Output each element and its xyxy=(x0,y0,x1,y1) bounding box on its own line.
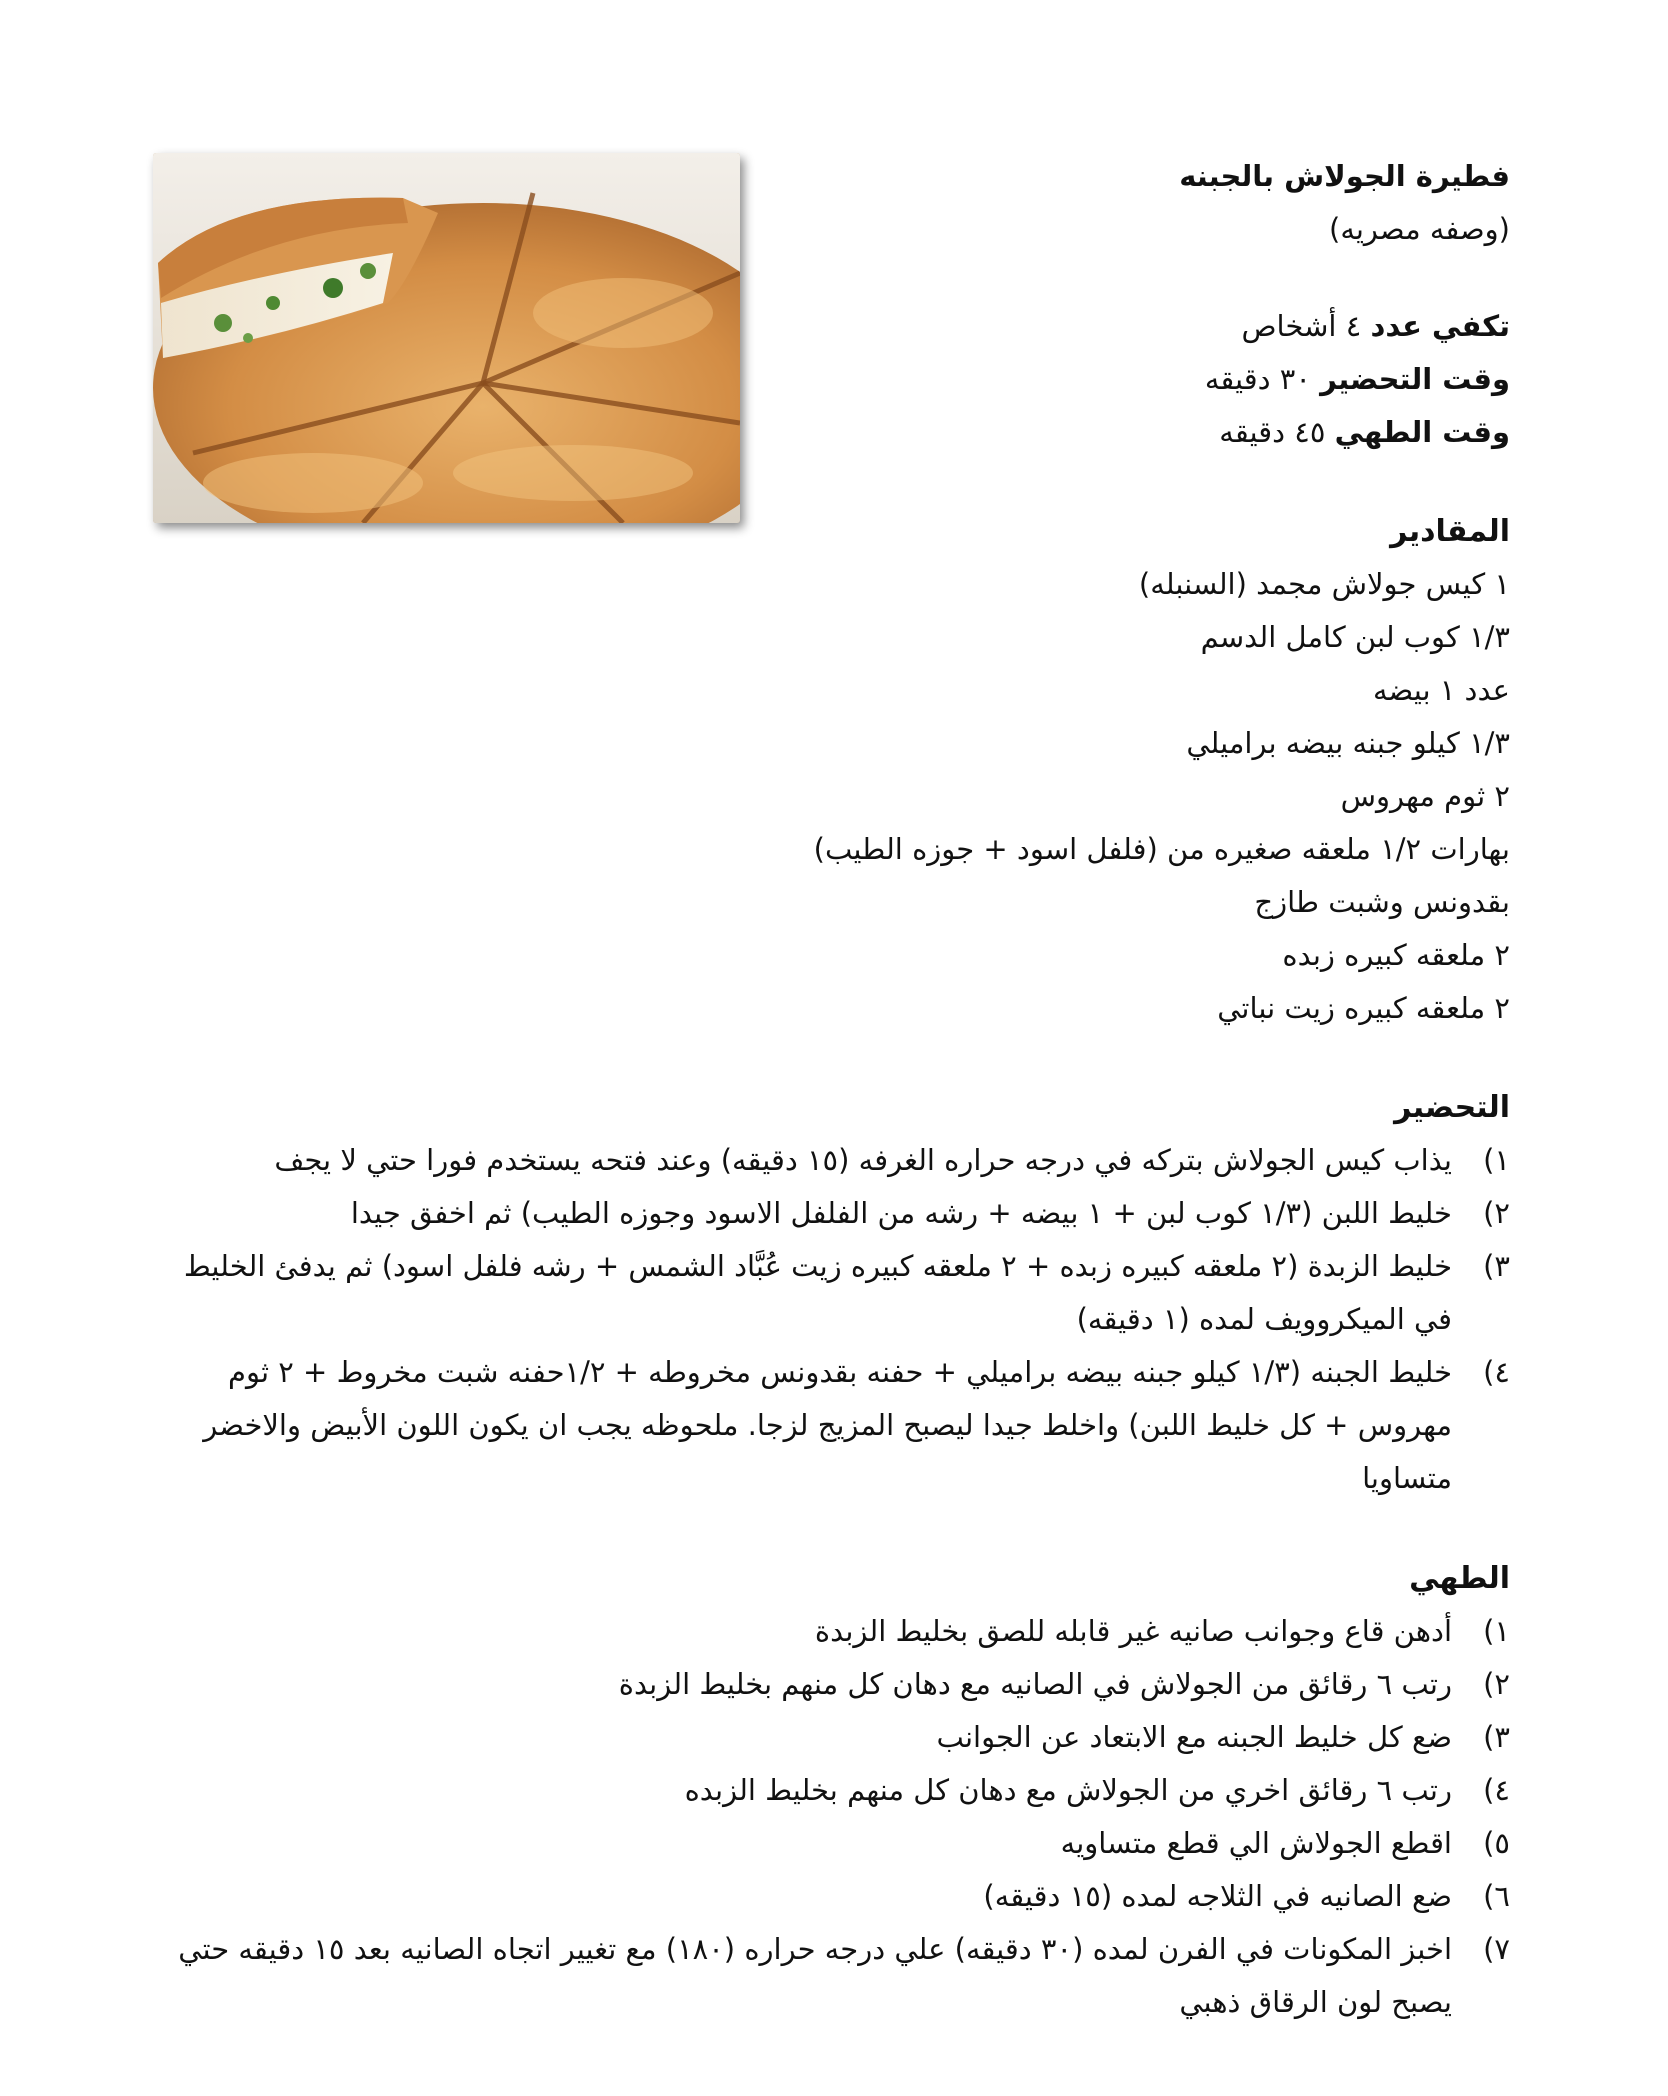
servings-label: تكفي عدد xyxy=(1370,309,1510,343)
cooking-step xyxy=(110,1605,1510,1658)
recipe-title: فطيرة الجولاش بالجبنه xyxy=(1179,159,1510,193)
preparation-heading: التحضير xyxy=(1394,1090,1510,1125)
step-number: ١) xyxy=(1483,1614,1510,1648)
ingredients-heading: المقادير xyxy=(1390,514,1510,549)
cooking-step xyxy=(110,1711,1510,1764)
cooking-step xyxy=(110,1870,1510,1923)
step-number: ٥) xyxy=(1483,1826,1510,1860)
step-number: ٢) xyxy=(1483,1196,1510,1230)
servings-value: ٤ أشخاص xyxy=(1241,309,1362,343)
cooking-step xyxy=(110,1923,1510,2029)
step-text: ضع كل خليط الجبنه مع الابتعاد عن الجوانب xyxy=(936,1720,1452,1754)
cooking-steps xyxy=(110,1605,1510,2029)
preparation-steps xyxy=(110,1134,1510,1505)
cooking-step xyxy=(110,1658,1510,1711)
recipe-header xyxy=(1179,150,1510,256)
ingredient-item: ١/٣ كيلو جبنه بيضه براميلي xyxy=(1186,726,1510,760)
preparation-step xyxy=(162,1134,1510,1187)
step-number: ١) xyxy=(1483,1143,1510,1177)
ingredient-item: ١ كيس جولاش مجمد (السنبله) xyxy=(1138,567,1510,601)
recipe-subtitle: (وصفه مصريه) xyxy=(1329,212,1510,246)
cooking-step xyxy=(110,1764,1510,1817)
ingredient-item: ٢ ملعقه كبيره زيت نباتي xyxy=(1217,991,1510,1025)
step-text: ضع الصانيه في الثلاجه لمده (١٥ دقيقه) xyxy=(983,1879,1452,1913)
cook-time-row xyxy=(1205,406,1510,459)
step-text: خليط الزبدة (٢ ملعقه كبيره زبده + ٢ ملعقه كبيره زيت عُبَّاد الشمس + رشه فلفل اسود) ثم يدفئ الخليط في الميكروويف لمده (١ دقيقه) xyxy=(183,1249,1452,1336)
step-number: ٣) xyxy=(1483,1249,1510,1283)
ingredients-section xyxy=(814,505,1510,1035)
step-text: رتب ٦ رقائق اخري من الجولاش مع دهان كل منهم بخليط الزبده xyxy=(684,1773,1452,1807)
ingredient-item: ١/٣ كوب لبن كامل الدسم xyxy=(1200,620,1510,654)
step-text: اقطع الجولاش الي قطع متساويه xyxy=(1060,1826,1452,1860)
ingredient-item: بهارات ١/٢ ملعقه صغيره من (فلفل اسود + جوزه الطيب) xyxy=(813,832,1510,866)
ingredient-item: ٢ ملعقه كبيره زبده xyxy=(1282,938,1510,972)
step-text: أدهن قاع وجوانب صانيه غير قابله للصق بخليط الزبدة xyxy=(814,1614,1452,1648)
step-number: ٧) xyxy=(1483,1932,1510,1966)
step-text: خليط الجبنه (١/٣ كيلو جبنه بيضه براميلي + حفنه بقدونس مخروطه + ١/٢حفنه شبت مخروط + ٢ ثوم مهروس + كل خليط اللبن) واخلط جيدا ليصبح المزيج لزجا. ملحوظه يجب ان يكون اللون الأبيض والاخضر متساويا xyxy=(203,1355,1452,1495)
step-number: ٢) xyxy=(1483,1667,1510,1701)
ingredient-item: ٢ ثوم مهروس xyxy=(1340,779,1510,813)
step-number: ٤) xyxy=(1483,1355,1510,1389)
step-number: ٦) xyxy=(1483,1879,1510,1913)
prep-time-row xyxy=(1205,353,1510,406)
cooking-section xyxy=(110,1552,1510,2029)
pie-illustration xyxy=(153,153,740,523)
prep-time-value: ٣٠ دقيقه xyxy=(1204,362,1311,396)
recipe-info xyxy=(1205,300,1510,459)
step-number: ٤) xyxy=(1483,1773,1510,1807)
step-text: رتب ٦ رقائق من الجولاش في الصانيه مع دهان كل منهم بخليط الزبدة xyxy=(618,1667,1452,1701)
pie-photo xyxy=(153,153,740,523)
preparation-step xyxy=(162,1240,1510,1346)
preparation-step xyxy=(162,1346,1510,1505)
cook-time-value: ٤٥ دقيقه xyxy=(1219,415,1326,449)
step-text: خليط اللبن (١/٣ كوب لبن + ١ بيضه + رشه من الفلفل الاسود وجوزه الطيب) ثم اخفق جيدا xyxy=(350,1196,1452,1230)
preparation-step xyxy=(162,1187,1510,1240)
step-text: اخبز المكونات في الفرن لمده (٣٠ دقيقه) علي درجه حراره (١٨٠) مع تغيير اتجاه الصانيه بعد ١٥ دقيقه حتي يصبح لون الرقاق ذهبي xyxy=(178,1932,1452,2019)
prep-time-label: وقت التحضير xyxy=(1320,362,1510,396)
cooking-heading: الطهي xyxy=(1409,1561,1510,1596)
step-text: يذاب كيس الجولاش بتركه في درجه حراره الغرفه (١٥ دقيقه) وعند فتحه يستخدم فورا حتي لا يجف xyxy=(274,1143,1452,1177)
ingredient-item: عدد ١ بيضه xyxy=(1373,673,1510,707)
preparation-section xyxy=(110,1081,1510,1505)
servings-row xyxy=(1205,300,1510,353)
ingredient-item: بقدونس وشبت طازج xyxy=(1254,885,1510,919)
step-number: ٣) xyxy=(1483,1720,1510,1754)
cook-time-label: وقت الطهي xyxy=(1334,415,1510,449)
cooking-step xyxy=(110,1817,1510,1870)
